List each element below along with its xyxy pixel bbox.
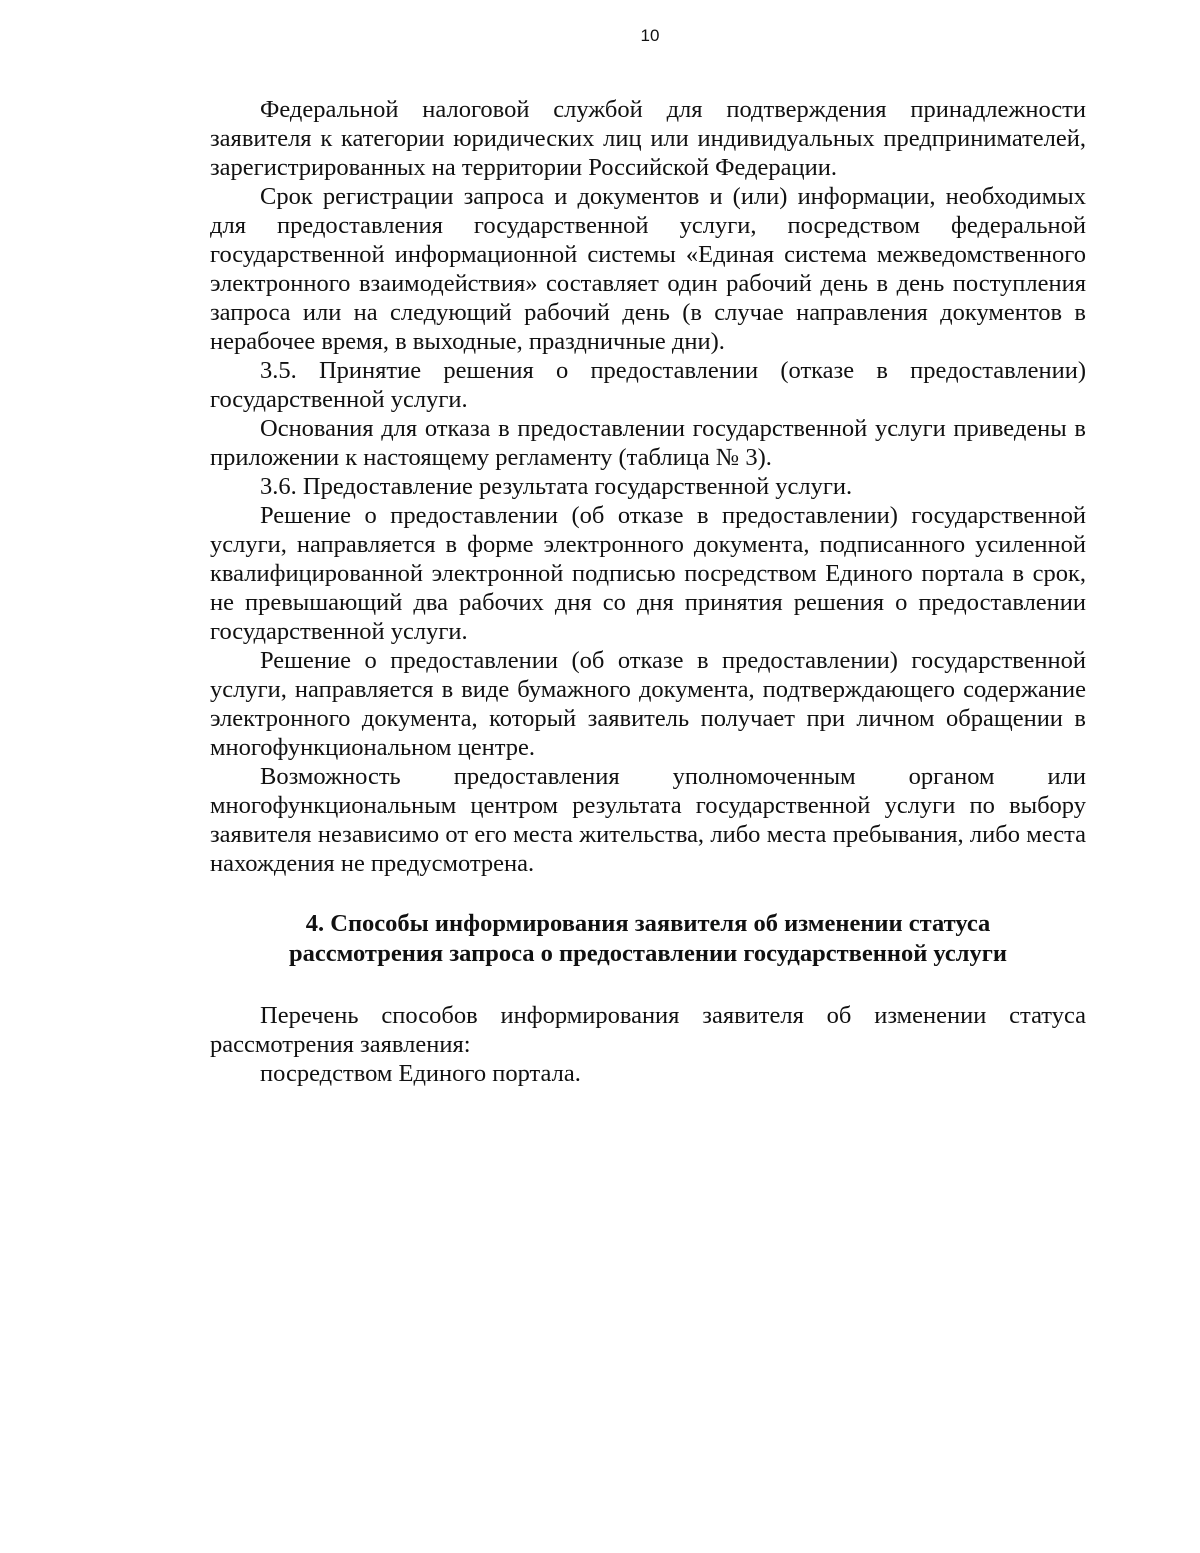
paragraph-notification-methods: Перечень способов информирования заявителя об изменении статуса рассмотрения заявления:	[210, 1002, 1086, 1058]
paragraph-extraterritorial: Возможность предоставления уполномоченным органом или многофункциональным центром результата государственной услуги по выбору заявителя независимо от его места жительства, либо места пребывания, либо места нахождения не предусмотрена.	[210, 763, 1086, 877]
paragraph-electronic-result: Решение о предоставлении (об отказе в предоставлении) государственной услуги, направляется в форме электронного документа, подписанного усиленной квалифицированной электронной подписью посредством Единого портала в срок, не превышающий два рабочих дня со дня принятия решения о предоставлении государственной услуги.	[210, 502, 1086, 645]
paragraph-refusal-grounds: Основания для отказа в предоставлении государственной услуги приведены в приложении к настоящему регламенту (таблица № 3).	[210, 415, 1086, 471]
paragraph-continuation: Федеральной налоговой службой для подтверждения принадлежности заявителя к категории юридических лиц или индивидуальных предпринимателей, зарегистрированных на территории Российской Федерации.	[210, 96, 1086, 181]
section-4-heading-line2: рассмотрения запроса о предоставлении государственной услуги	[288, 940, 1008, 967]
section-4-heading	[210, 909, 1086, 969]
page-number: 10	[640, 26, 660, 45]
section-4-heading-line1: 4. Способы информирования заявителя об изменении статуса	[305, 910, 991, 937]
paragraph-paper-result: Решение о предоставлении (об отказе в предоставлении) государственной услуги, направляется в виде бумажного документа, подтверждающего содержание электронного документа, который заявитель получает при личном обращении в многофункциональном центре.	[210, 647, 1086, 761]
paragraph-registration-term: Срок регистрации запроса и документов и (или) информации, необходимых для предоставления государственной услуги, посредством федеральной государственной информационной системы «Единая система межведомственного электронного взаимодействия» составляет один рабочий день в день поступления запроса или на следующий рабочий день (в случае направления документов в нерабочее время, в выходные, праздничные дни).	[210, 183, 1086, 355]
paragraph-notification-via-portal: посредством Единого портала.	[260, 1060, 581, 1087]
paragraph-3-5-heading: 3.5. Принятие решения о предоставлении (отказе в предоставлении) государственной услуги.	[210, 357, 1086, 413]
document-body	[210, 95, 1086, 1088]
paragraph-3-6-heading: 3.6. Предоставление результата государственной услуги.	[260, 473, 853, 500]
